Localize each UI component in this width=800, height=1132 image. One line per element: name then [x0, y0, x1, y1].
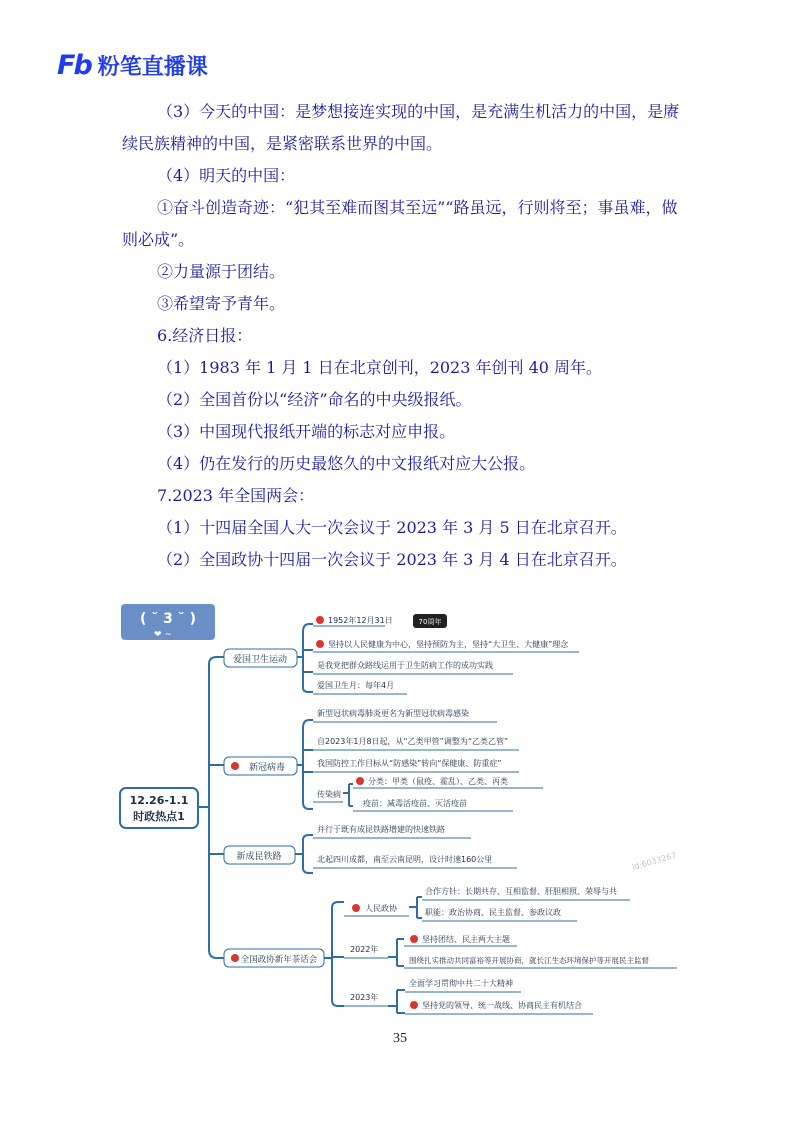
leaf: 并行于既有成昆铁路增建的快速铁路 — [317, 825, 445, 834]
paragraph: ②力量源于团结。 — [157, 262, 286, 281]
mind-map — [117, 602, 690, 1020]
paragraph: 7.2023 年全国两会： — [157, 486, 315, 505]
tag-dot — [316, 616, 324, 624]
paragraph: （1）1983 年 1 月 1 日在北京创刊，2023 年创刊 40 周年。 — [157, 358, 603, 377]
branch-label: 全国政协新年茶话会 — [240, 955, 318, 965]
root-line-1: 12.26-1.1 — [129, 794, 189, 807]
leaf: 是我党把群众路线运用于卫生防病工作的成功实践 — [317, 661, 493, 670]
deco-heart: ❤ ~ — [154, 630, 172, 640]
brand-logo — [57, 50, 208, 81]
leaf: 北起四川成都，南至云南昆明，设计时速160公里 — [317, 855, 493, 864]
tag-dot — [410, 935, 418, 943]
body-text — [122, 96, 682, 576]
tag-dot — [352, 904, 360, 912]
leaf: 合作方针：长期共存、互相监督、肝胆相照、荣辱与共 — [425, 887, 617, 896]
tag-dot — [356, 777, 364, 785]
badge-label: 70周年 — [418, 618, 442, 626]
logo-text: 粉笔直播课 — [97, 55, 208, 80]
leaf: 1952年12月31日 — [328, 616, 393, 625]
leaf: 坚持党的领导、统一战线、协商民主有机结合 — [422, 1001, 582, 1010]
leaf: 职能：政治协商、民主监督、参政议政 — [425, 908, 561, 917]
leaf: 2022年 — [350, 945, 379, 954]
leaf: 围绕扎实推动共同富裕等开展协商，就长江生态环境保护等开展民主监督 — [409, 956, 649, 965]
paragraph: （2）全国政协十四届一次会议于 2023 年 3 月 4 日在北京召开。 — [157, 550, 627, 569]
leaf: 坚持团结、民主两大主题 — [422, 935, 510, 944]
leaf: 人民政协 — [365, 904, 397, 913]
branch-label: 新成昆铁路 — [236, 852, 282, 862]
tag-dot — [410, 1001, 418, 1009]
page-number: 35 — [393, 1031, 407, 1046]
root-line-2: 时政热点1 — [133, 810, 185, 823]
branch-label: 爱国卫生运动 — [232, 655, 288, 665]
leaf: 我国防控工作目标从“防感染”转向“保健康、防重症” — [317, 759, 502, 768]
paragraph: （4）仍在发行的历史最悠久的中文报纸对应大公报。 — [157, 454, 536, 473]
branch-label: 新冠病毒 — [248, 763, 286, 773]
paragraph: （4）明天的中国： — [157, 166, 296, 185]
paragraph: （3）中国现代报纸开端的标志对应申报。 — [157, 422, 456, 441]
paragraph: ③希望寄予青年。 — [157, 294, 286, 313]
paragraph: （1）十四届全国人大一次会议于 2023 年 3 月 5 日在北京召开。 — [157, 518, 627, 537]
leaf: 疫苗：减毒活疫苗、灭活疫苗 — [363, 799, 467, 808]
leaf: 爱国卫生月：每年4月 — [317, 681, 395, 690]
leaf: 分类：甲类（鼠疫、霍乱）、乙类、丙类 — [368, 777, 508, 786]
paragraph: ①奋斗创造奇迹：“犯其至难而图其至远”“路虽远，行则将至；事虽难，做则必成”。 — [122, 198, 678, 249]
tag-dot — [316, 640, 324, 648]
leaf: 全面学习贯彻中共二十大精神 — [409, 979, 513, 988]
leaf: 自2023年1月8日起，从“乙类甲管”调整为“乙类乙管” — [317, 737, 509, 746]
tag-dot — [231, 762, 239, 770]
paragraph: （2）全国首份以“经济”命名的中央级报纸。 — [157, 390, 472, 409]
watermark: id:6033267 — [631, 850, 678, 872]
leaf: 坚持以人民健康为中心，坚持预防为主，坚持“大卫生、大健康”理念 — [328, 640, 569, 649]
deco-face: ( ˘ 3 ˘ ) — [139, 611, 197, 627]
leaf: 传染病 — [317, 790, 341, 799]
leaf: 2023年 — [350, 993, 379, 1002]
paragraph: （3）今天的中国：是梦想接连实现的中国，是充满生机活力的中国，是赓续民族精神的中国，是紧密联系世界的中国。 — [122, 102, 680, 153]
paragraph: 6.经济日报： — [157, 326, 253, 345]
tag-dot — [231, 954, 239, 962]
leaf: 新型冠状病毒肺炎更名为新型冠状病毒感染 — [317, 709, 469, 718]
logo-mark: Fb — [57, 50, 91, 81]
